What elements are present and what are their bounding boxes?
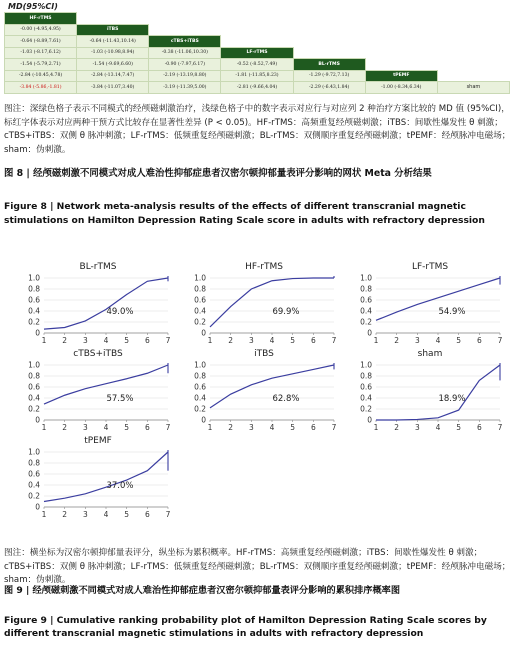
sucra-chart	[18, 436, 178, 520]
y-tick-label: 0.2	[28, 491, 40, 501]
sucra-value-label: 49.0%	[106, 307, 134, 317]
sucra-panel	[350, 262, 510, 346]
panel-title: BL-rTMS	[79, 262, 117, 272]
sucra-chart	[350, 262, 510, 346]
cumulative-probability-line	[210, 278, 334, 327]
empty-cell	[221, 24, 293, 36]
cumulative-probability-line	[44, 278, 168, 329]
panel-title: iTBS	[254, 349, 274, 359]
empty-cell	[221, 13, 293, 25]
y-tick-label: 0.8	[360, 284, 372, 294]
treatment-cell: tPEMF	[365, 70, 437, 82]
comparison-cell: -2.29 (-6.43,1.84)	[293, 82, 365, 94]
y-tick-label: 0.4	[28, 480, 40, 490]
x-tick-label: 6	[144, 510, 150, 519]
figure-8-caption-cn: 图 8 | 经颅磁刺激不同模式对成人难治性抑郁症患者汉密尔顿抑郁量表评分影响的网状 Meta 分析结果	[4, 168, 432, 179]
x-tick-label: 3	[82, 423, 88, 432]
y-tick-label: 0	[201, 415, 206, 425]
empty-cell	[365, 59, 437, 71]
figure-9-caption-en: Figure 9 | Cumulative ranking probability plot of Hamilton Depression Rating Scale scores by different transcranial magnetic stimulations in adults with refractory depression	[4, 615, 487, 639]
x-tick-label: 2	[62, 510, 68, 519]
x-tick-label: 3	[82, 336, 88, 345]
sucra-value-label: 18.9%	[438, 394, 466, 404]
comparison-cell: -0.64 (-11.43,10.14)	[77, 36, 149, 48]
x-tick-label: 2	[228, 423, 234, 432]
x-tick-label: 3	[82, 510, 88, 519]
panel-title: cTBS+iTBS	[73, 349, 123, 359]
comparison-cell: -2.84 (-13.14,7.47)	[77, 70, 149, 82]
x-tick-label: 1	[373, 423, 379, 432]
empty-cell	[77, 13, 149, 25]
comparison-cell: -0.90 (-7.97,6.17)	[149, 59, 221, 71]
figure-9-caption-cn: 图 9 | 经颅磁刺激不同模式对成人难治性抑郁症患者汉密尔顿抑郁量表评分影响的累积排序概率图	[4, 585, 401, 596]
comparison-cell-significant: -3.84 (-5.86,-1.81)	[5, 82, 77, 94]
y-tick-label: 0.6	[28, 469, 40, 479]
y-tick-label: 0	[201, 328, 206, 338]
y-tick-label: 0.6	[28, 295, 40, 305]
x-tick-label: 1	[373, 336, 379, 345]
y-tick-label: 0.2	[194, 317, 206, 327]
x-tick-label: 1	[207, 423, 213, 432]
x-tick-label: 4	[103, 510, 109, 519]
y-tick-label: 0	[367, 328, 372, 338]
x-tick-label: 7	[497, 423, 503, 432]
x-tick-label: 2	[62, 423, 68, 432]
comparison-cell: -1.81 (-11.85,8.23)	[221, 70, 293, 82]
x-tick-label: 5	[290, 336, 296, 345]
panel-title: HF-rTMS	[245, 262, 283, 272]
y-tick-label: 0.6	[360, 295, 372, 305]
treatment-cell: iTBS	[77, 24, 149, 36]
treatment-cell: cTBS+iTBS	[149, 36, 221, 48]
sucra-value-label: 54.9%	[438, 307, 466, 317]
figure-8-caption-en: Figure 8 | Network meta-analysis results of the effects of different transcranial magnetic stimulations on Hamilton Depression Rating Scale score in adults with refractory depression	[4, 201, 485, 226]
x-tick-label: 7	[165, 423, 171, 432]
comparison-cell: -0.64 (-8.89,7.61)	[5, 36, 77, 48]
y-tick-label: 0.8	[28, 458, 40, 468]
x-tick-label: 2	[394, 423, 400, 432]
league-row	[5, 59, 510, 71]
comparison-cell: -0.52 (-8.52,7.49)	[221, 59, 293, 71]
x-tick-label: 4	[435, 423, 441, 432]
sucra-panel	[350, 349, 510, 433]
y-tick-label: 0	[35, 502, 40, 512]
empty-cell	[437, 36, 509, 48]
comparison-cell: -2.19 (-13.19,8.80)	[149, 70, 221, 82]
y-tick-label: 1.0	[28, 273, 40, 283]
x-tick-label: 4	[103, 423, 109, 432]
league-row	[5, 70, 510, 82]
y-tick-label: 0.4	[194, 393, 206, 403]
x-tick-label: 6	[476, 336, 482, 345]
x-tick-label: 7	[165, 510, 171, 519]
y-tick-label: 0.4	[28, 393, 40, 403]
comparison-cell: -3.19 (-11.39,5.00)	[149, 82, 221, 94]
panel-title: LF-rTMS	[411, 262, 449, 272]
y-tick-label: 0	[35, 415, 40, 425]
x-tick-label: 2	[394, 336, 400, 345]
treatment-cell: HF-rTMS	[5, 13, 77, 25]
y-tick-label: 0.8	[360, 371, 372, 381]
y-tick-label: 1.0	[360, 360, 372, 370]
empty-cell	[221, 36, 293, 48]
empty-cell	[437, 47, 509, 59]
y-tick-label: 0.2	[360, 404, 372, 414]
y-tick-label: 1.0	[28, 447, 40, 457]
cumulative-probability-line	[376, 365, 500, 420]
x-tick-label: 3	[414, 423, 420, 432]
x-tick-label: 4	[269, 423, 275, 432]
sucra-chart	[18, 349, 178, 433]
panel-title: sham	[417, 349, 443, 359]
x-tick-label: 6	[476, 423, 482, 432]
sucra-chart	[184, 262, 344, 346]
y-tick-label: 1.0	[194, 360, 206, 370]
cumulative-probability-line	[44, 452, 168, 502]
sucra-chart	[18, 262, 178, 346]
league-row	[5, 36, 510, 48]
y-tick-label: 0.4	[360, 393, 372, 403]
sucra-panel	[18, 349, 178, 433]
comparison-cell: -1.03 (-10.98,8.94)	[77, 47, 149, 59]
panel-title: tPEMF	[84, 436, 112, 446]
empty-cell	[365, 13, 437, 25]
y-tick-label: 0.8	[194, 371, 206, 381]
comparison-cell: -0.00 (-4.95,4.95)	[5, 24, 77, 36]
league-row	[5, 47, 510, 59]
y-tick-label: 0.6	[360, 382, 372, 392]
y-tick-label: 0.4	[360, 306, 372, 316]
league-row	[5, 82, 510, 94]
x-tick-label: 3	[414, 336, 420, 345]
treatment-cell: LF-rTMS	[221, 47, 293, 59]
treatment-cell: sham	[437, 82, 509, 94]
sucra-value-label: 57.5%	[106, 394, 134, 404]
empty-cell	[437, 24, 509, 36]
sucra-chart	[184, 349, 344, 433]
comparison-cell: -1.00 (-8.34,6.34)	[365, 82, 437, 94]
empty-cell	[293, 36, 365, 48]
y-tick-label: 0.2	[28, 404, 40, 414]
y-tick-label: 0.2	[28, 317, 40, 327]
x-tick-label: 7	[165, 336, 171, 345]
figure-8-note: 图注：深绿色格子表示不同模式的经颅磁刺激治疗，浅绿色格子中的数字表示对应行与对应列 2 种治疗方案比较的 MD 值 (95%CI)，标红字体表示对应两种干预方式比较存在显著性差异 (P < 0.05)。HF-rTMS：高频重复经颅磁刺激；iTBS：间歇性爆发性 θ 刺激；cTBS+iTBS：双侧 θ 脉冲刺激；LF-rTMS：低频重复经颅磁刺激；BL-rTMS：双侧顺序重复经颅磁刺激；tPEMF：经颅脉冲电磁场；sham：伪刺激。	[4, 104, 511, 155]
x-tick-label: 1	[41, 336, 47, 345]
x-tick-label: 3	[248, 336, 254, 345]
comparison-cell: -1.54 (-9.69,6.60)	[77, 59, 149, 71]
x-tick-label: 6	[144, 336, 150, 345]
y-tick-label: 0.8	[28, 284, 40, 294]
empty-cell	[149, 13, 221, 25]
x-tick-label: 5	[124, 336, 130, 345]
y-tick-label: 1.0	[360, 273, 372, 283]
x-tick-label: 6	[310, 336, 316, 345]
sucra-panel	[184, 349, 344, 433]
league-table	[4, 12, 510, 94]
x-tick-label: 5	[456, 423, 462, 432]
x-tick-label: 5	[124, 510, 130, 519]
comparison-cell: -1.03 (-8.17,6.12)	[5, 47, 77, 59]
x-tick-label: 3	[248, 423, 254, 432]
x-tick-label: 7	[497, 336, 503, 345]
figure-9-note: 图注：横坐标为汉密尔顿抑郁量表评分，纵坐标为累积概率。HF-rTMS：高频重复经颅磁刺激；iTBS：间歇性爆发性 θ 刺激；cTBS+iTBS：双侧 θ 脉冲刺激；LF-rTMS：低频重复经颅磁刺激；BL-rTMS：双侧顺序重复经颅磁刺激；tPEMF：经颅脉冲电磁场；sham：伪刺激。	[4, 548, 511, 586]
y-tick-label: 0.4	[28, 306, 40, 316]
empty-cell	[149, 24, 221, 36]
y-tick-label: 0.8	[28, 371, 40, 381]
sucra-chart	[350, 349, 510, 433]
x-tick-label: 2	[228, 336, 234, 345]
empty-cell	[437, 70, 509, 82]
empty-cell	[437, 59, 509, 71]
x-tick-label: 7	[331, 336, 337, 345]
treatment-cell: BL-rTMS	[293, 59, 365, 71]
y-tick-label: 1.0	[194, 273, 206, 283]
x-tick-label: 5	[456, 336, 462, 345]
comparison-cell: -1.54 (-5.79,2.71)	[5, 59, 77, 71]
y-tick-label: 0.6	[194, 295, 206, 305]
comparison-cell: -2.81 (-9.66,4.04)	[221, 82, 293, 94]
sucra-panel	[184, 262, 344, 346]
sucra-value-label: 69.9%	[272, 307, 300, 317]
x-tick-label: 6	[144, 423, 150, 432]
x-tick-label: 7	[331, 423, 337, 432]
y-tick-label: 0.8	[194, 284, 206, 294]
x-tick-label: 1	[207, 336, 213, 345]
sucra-panel	[18, 436, 178, 520]
comparison-cell: -2.84 (-10.45,4.78)	[5, 70, 77, 82]
empty-cell	[365, 24, 437, 36]
y-tick-label: 0.6	[194, 382, 206, 392]
comparison-cell: -0.38 (-11.06,10.30)	[149, 47, 221, 59]
empty-cell	[293, 24, 365, 36]
y-tick-label: 1.0	[28, 360, 40, 370]
league-row	[5, 24, 510, 36]
y-tick-label: 0.4	[194, 306, 206, 316]
comparison-cell: -3.84 (-11.07,3.40)	[77, 82, 149, 94]
x-tick-label: 4	[103, 336, 109, 345]
y-tick-label: 0.2	[194, 404, 206, 414]
comparison-cell: -1.29 (-9.72,7.13)	[293, 70, 365, 82]
y-tick-label: 0.6	[28, 382, 40, 392]
league-row	[5, 13, 510, 25]
x-tick-label: 1	[41, 423, 47, 432]
sucra-value-label: 37.0%	[106, 481, 134, 491]
sucra-value-label: 62.8%	[272, 394, 300, 404]
x-tick-label: 6	[310, 423, 316, 432]
x-tick-label: 5	[290, 423, 296, 432]
x-tick-label: 4	[269, 336, 275, 345]
empty-cell	[293, 13, 365, 25]
empty-cell	[365, 36, 437, 48]
x-tick-label: 2	[62, 336, 68, 345]
league-table-header: MD(95%CI)	[8, 2, 58, 11]
y-tick-label: 0	[367, 415, 372, 425]
x-tick-label: 1	[41, 510, 47, 519]
sucra-panel	[18, 262, 178, 346]
empty-cell	[293, 47, 365, 59]
x-tick-label: 5	[124, 423, 130, 432]
x-tick-label: 4	[435, 336, 441, 345]
y-tick-label: 0.2	[360, 317, 372, 327]
empty-cell	[365, 47, 437, 59]
y-tick-label: 0	[35, 328, 40, 338]
empty-cell	[437, 13, 509, 25]
